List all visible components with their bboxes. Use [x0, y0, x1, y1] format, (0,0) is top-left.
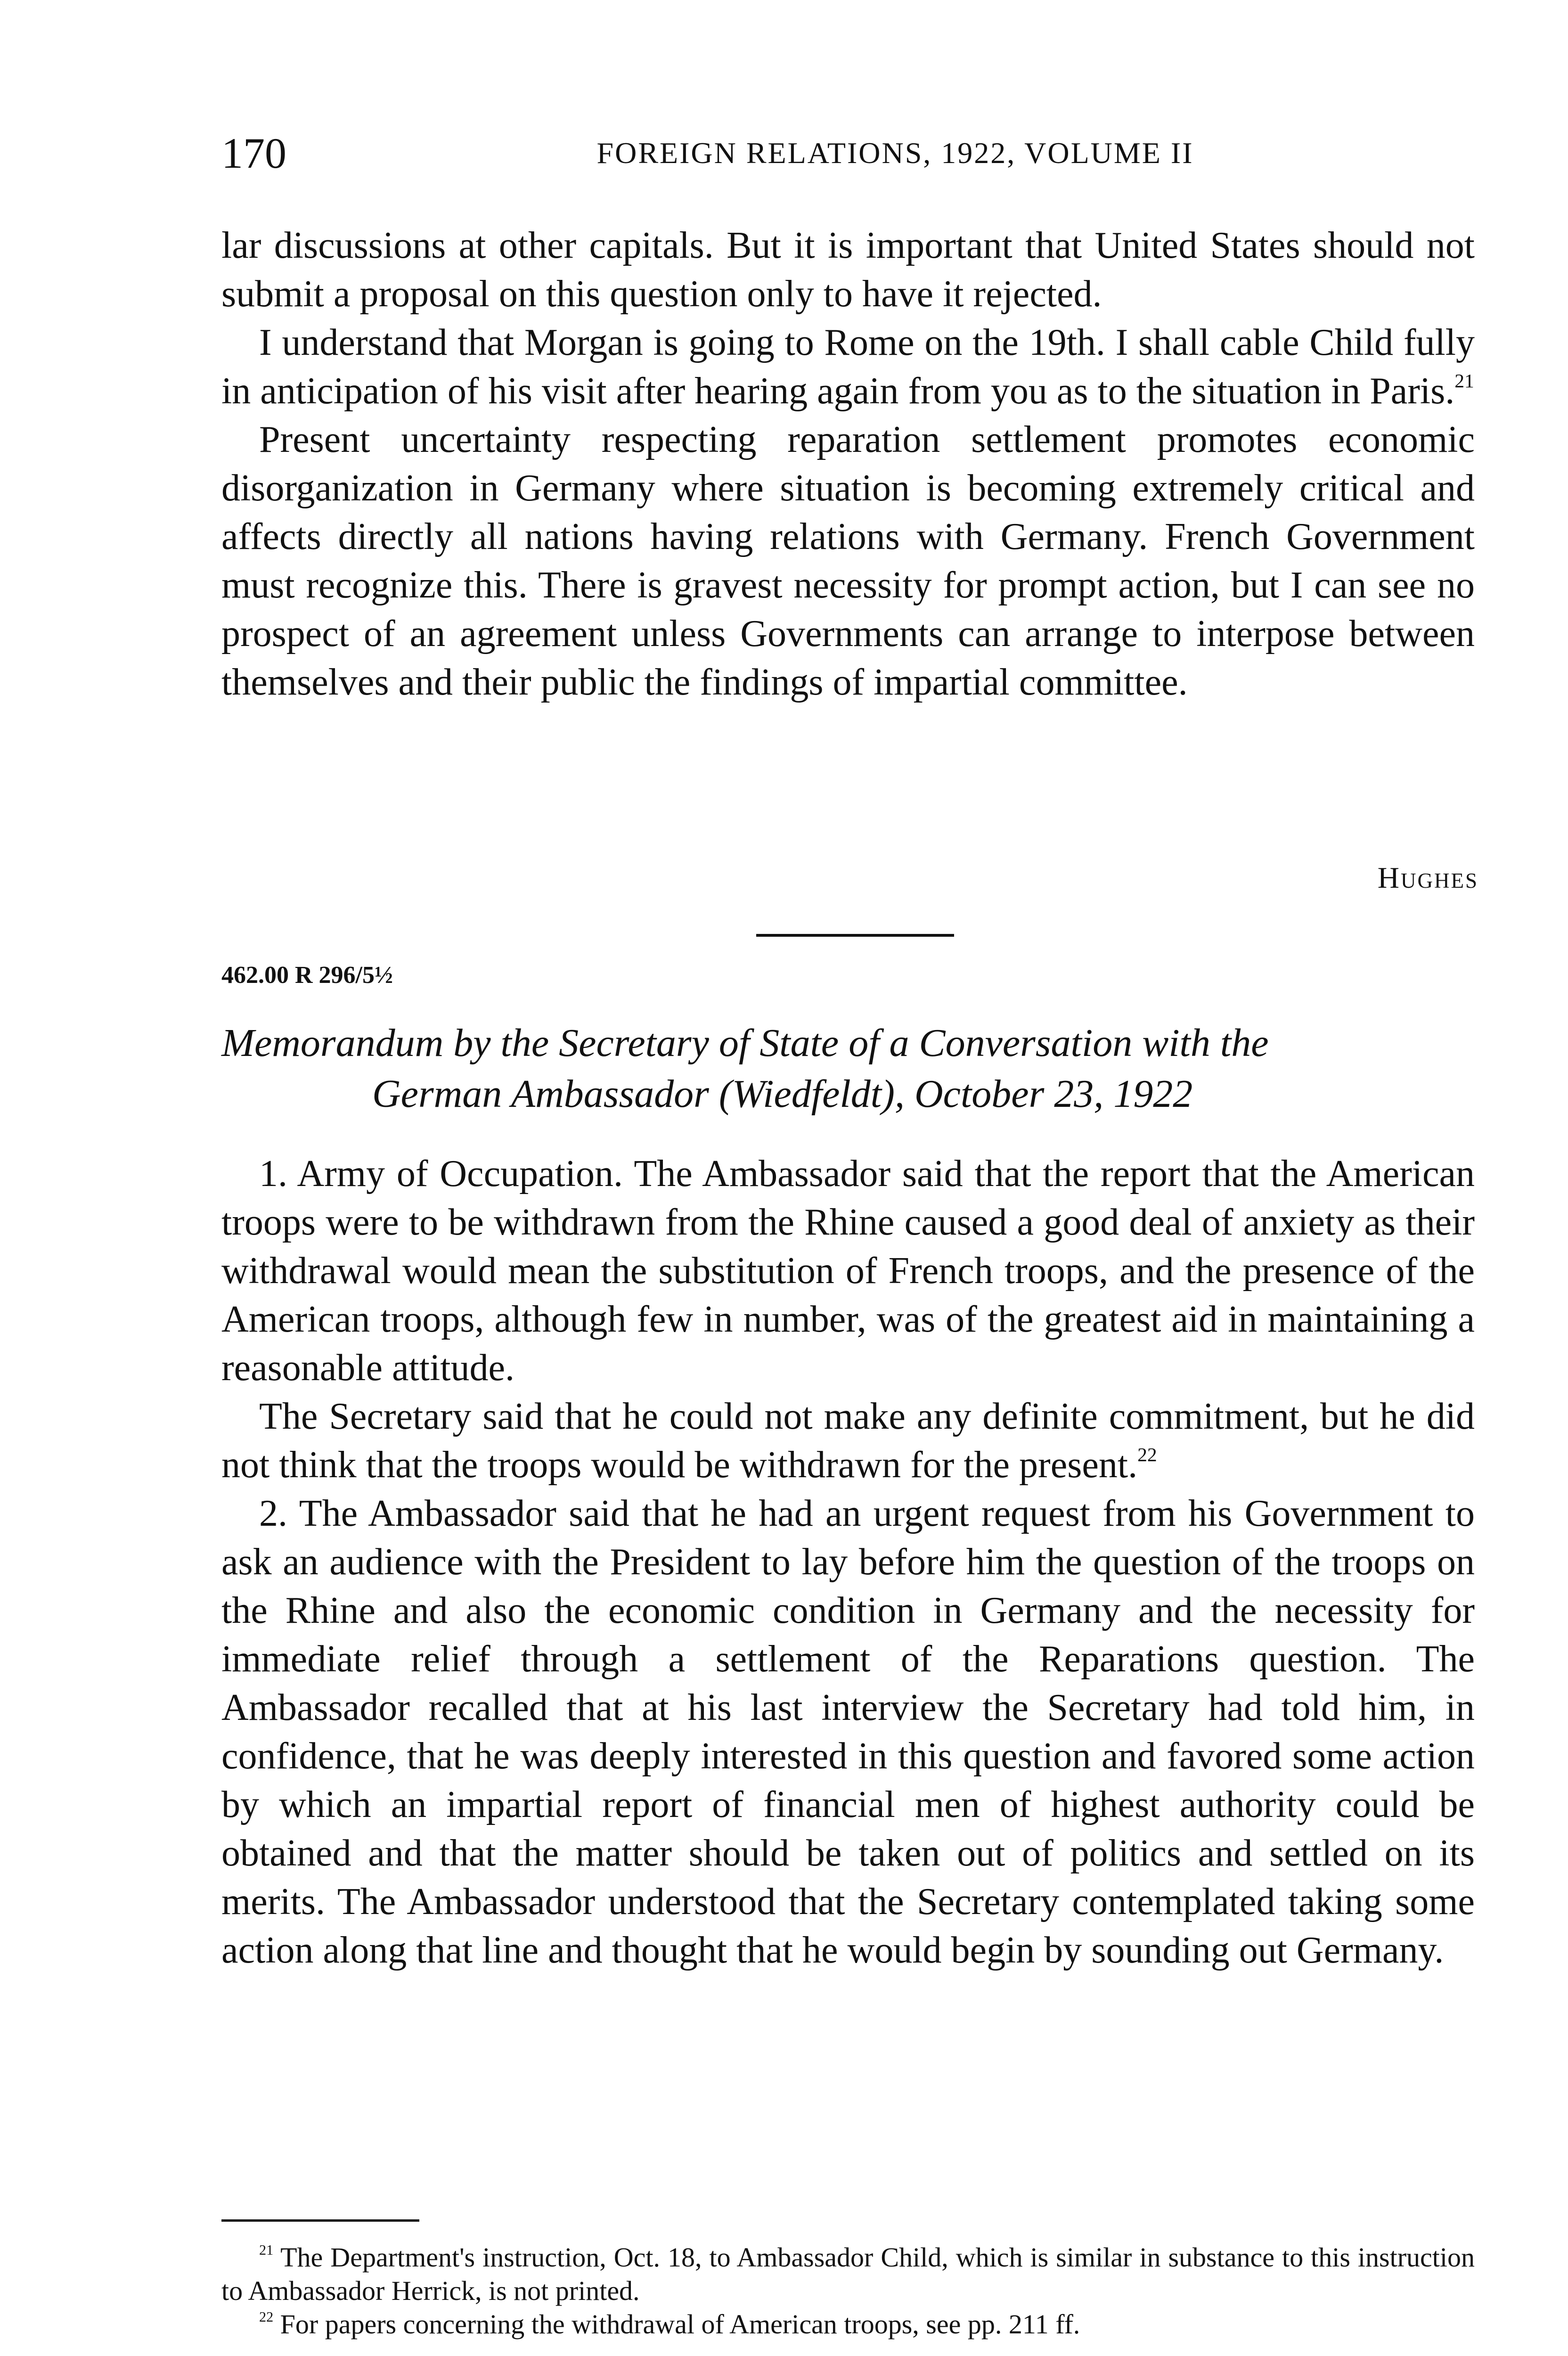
page-number: 170 [221, 129, 286, 177]
footnote-21-mark: 21 [259, 2242, 274, 2258]
opening-section [221, 221, 1475, 707]
opening-paragraph-2-text: I understand that Morgan is going to Rome on the 19th. I shall cable Child fully in anticipation of his visit after hearing again from you as to the situation in Paris. [221, 322, 1475, 412]
footnote-22 [221, 2307, 1475, 2341]
memo-title-line-2: German Ambassador (Wiedfeldt), October 23, 1922 [372, 1072, 1193, 1116]
page-header [221, 127, 1475, 179]
footnote-22-text: For papers concerning the withdrawal of American troops, see pp. 211 ff. [280, 2309, 1080, 2340]
memo-title-line-1: Memorandum by the Secretary of State of a Conversation with the [221, 1021, 1269, 1065]
memo-paragraph-3: 2. The Ambassador said that he had an urgent request from his Government to ask an audience with the President to lay before him the question of the troops on the Rhine and also the economic condition in Germany and the necessity for immediate relief through a settlement of the Reparations question. The Ambassador recalled that at his last interview the Secretary had told him, in confidence, that he was deeply interested in this question and favored some action by which an impartial report of financial men of highest authority could be obtained and that the matter should be taken out of politics and settled on its merits. The Ambassador understood that the Secretary contemplated taking some action along that line and thought that he would begin by sounding out Germany. [221, 1493, 1475, 1971]
opening-paragraph-3: Present uncertainty respecting reparation settlement promotes economic disorganization in Germany where situation is becoming extremely critical and affects directly all nations having relations with Germany. French Government must recognize this. There is gravest necessity for prompt action, but I can see no prospect of an agreement unless Governments can arrange to interpose between themselves and their public the findings of impartial committee. [221, 419, 1475, 703]
footnote-21-text: The Department's instruction, Oct. 18, to Ambassador Child, which is similar in substance to this instruction to Ambassador Herrick, is not printed. [221, 2242, 1475, 2306]
running-head: FOREIGN RELATIONS, 1922, VOLUME II [596, 136, 1194, 170]
memo-paragraph-1: 1. Army of Occupation. The Ambassador said that the report that the American troops were to be withdrawn from the Rhine caused a good deal of anxiety as their withdrawal would mean the substitution of French troops, and the presence of the American troops, although few in number, was of the greatest aid in maintaining a reasonable attitude. [221, 1153, 1475, 1389]
section-divider [756, 934, 954, 937]
memo-paragraph-2-text: The Secretary said that he could not make any definite commitment, but he did not think that the troops would be withdrawn for the present. [221, 1396, 1475, 1486]
footnote-21 [221, 2241, 1475, 2307]
opening-paragraph-1: lar discussions at other capitals. But it is important that United States should not submit a proposal on this question only to have it rejected. [221, 225, 1475, 315]
footnote-divider [221, 2219, 419, 2222]
footnote-22-mark: 22 [259, 2309, 274, 2325]
memo-title [221, 1018, 1475, 1120]
footnotes [221, 2241, 1475, 2341]
signature: Hughes [1377, 861, 1478, 894]
opening-paragraph-2 [221, 319, 1475, 416]
memo-body [221, 1150, 1475, 1975]
memo-paragraph-2 [221, 1392, 1475, 1489]
file-number: 462.00 R 296/5½ [221, 962, 393, 989]
footnote-ref-22: 22 [1137, 1444, 1157, 1466]
footnote-ref-21: 21 [1454, 370, 1474, 392]
